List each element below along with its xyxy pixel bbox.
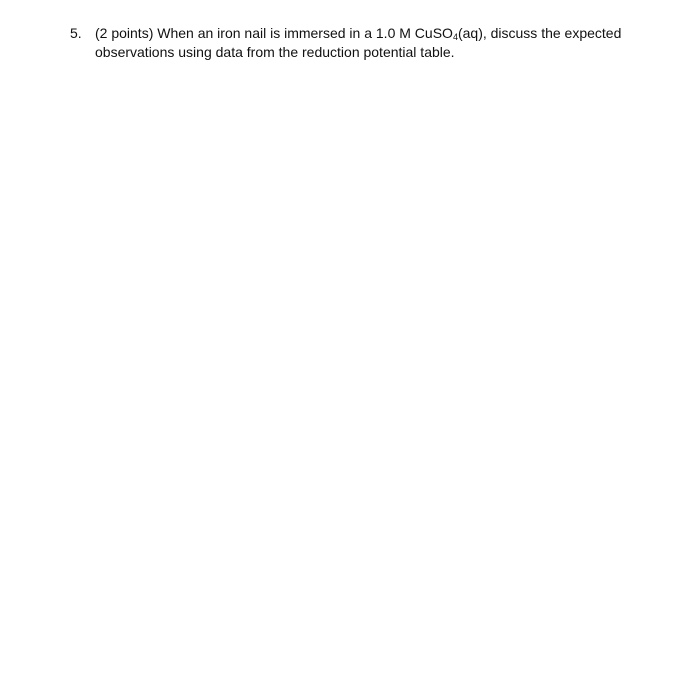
question-number: 5. xyxy=(70,25,82,41)
question-line-2: observations using data from the reduction potential table. xyxy=(95,44,455,60)
question-line-1-tail: (aq), discuss the expected xyxy=(457,25,622,41)
question-line-1-text: (2 points) When an iron nail is immersed in a 1.0 M CuSO xyxy=(95,25,453,41)
question-5 xyxy=(70,24,630,62)
question-line-1 xyxy=(95,24,630,43)
formula-subscript: 4 xyxy=(452,32,458,42)
question-text xyxy=(95,24,630,62)
